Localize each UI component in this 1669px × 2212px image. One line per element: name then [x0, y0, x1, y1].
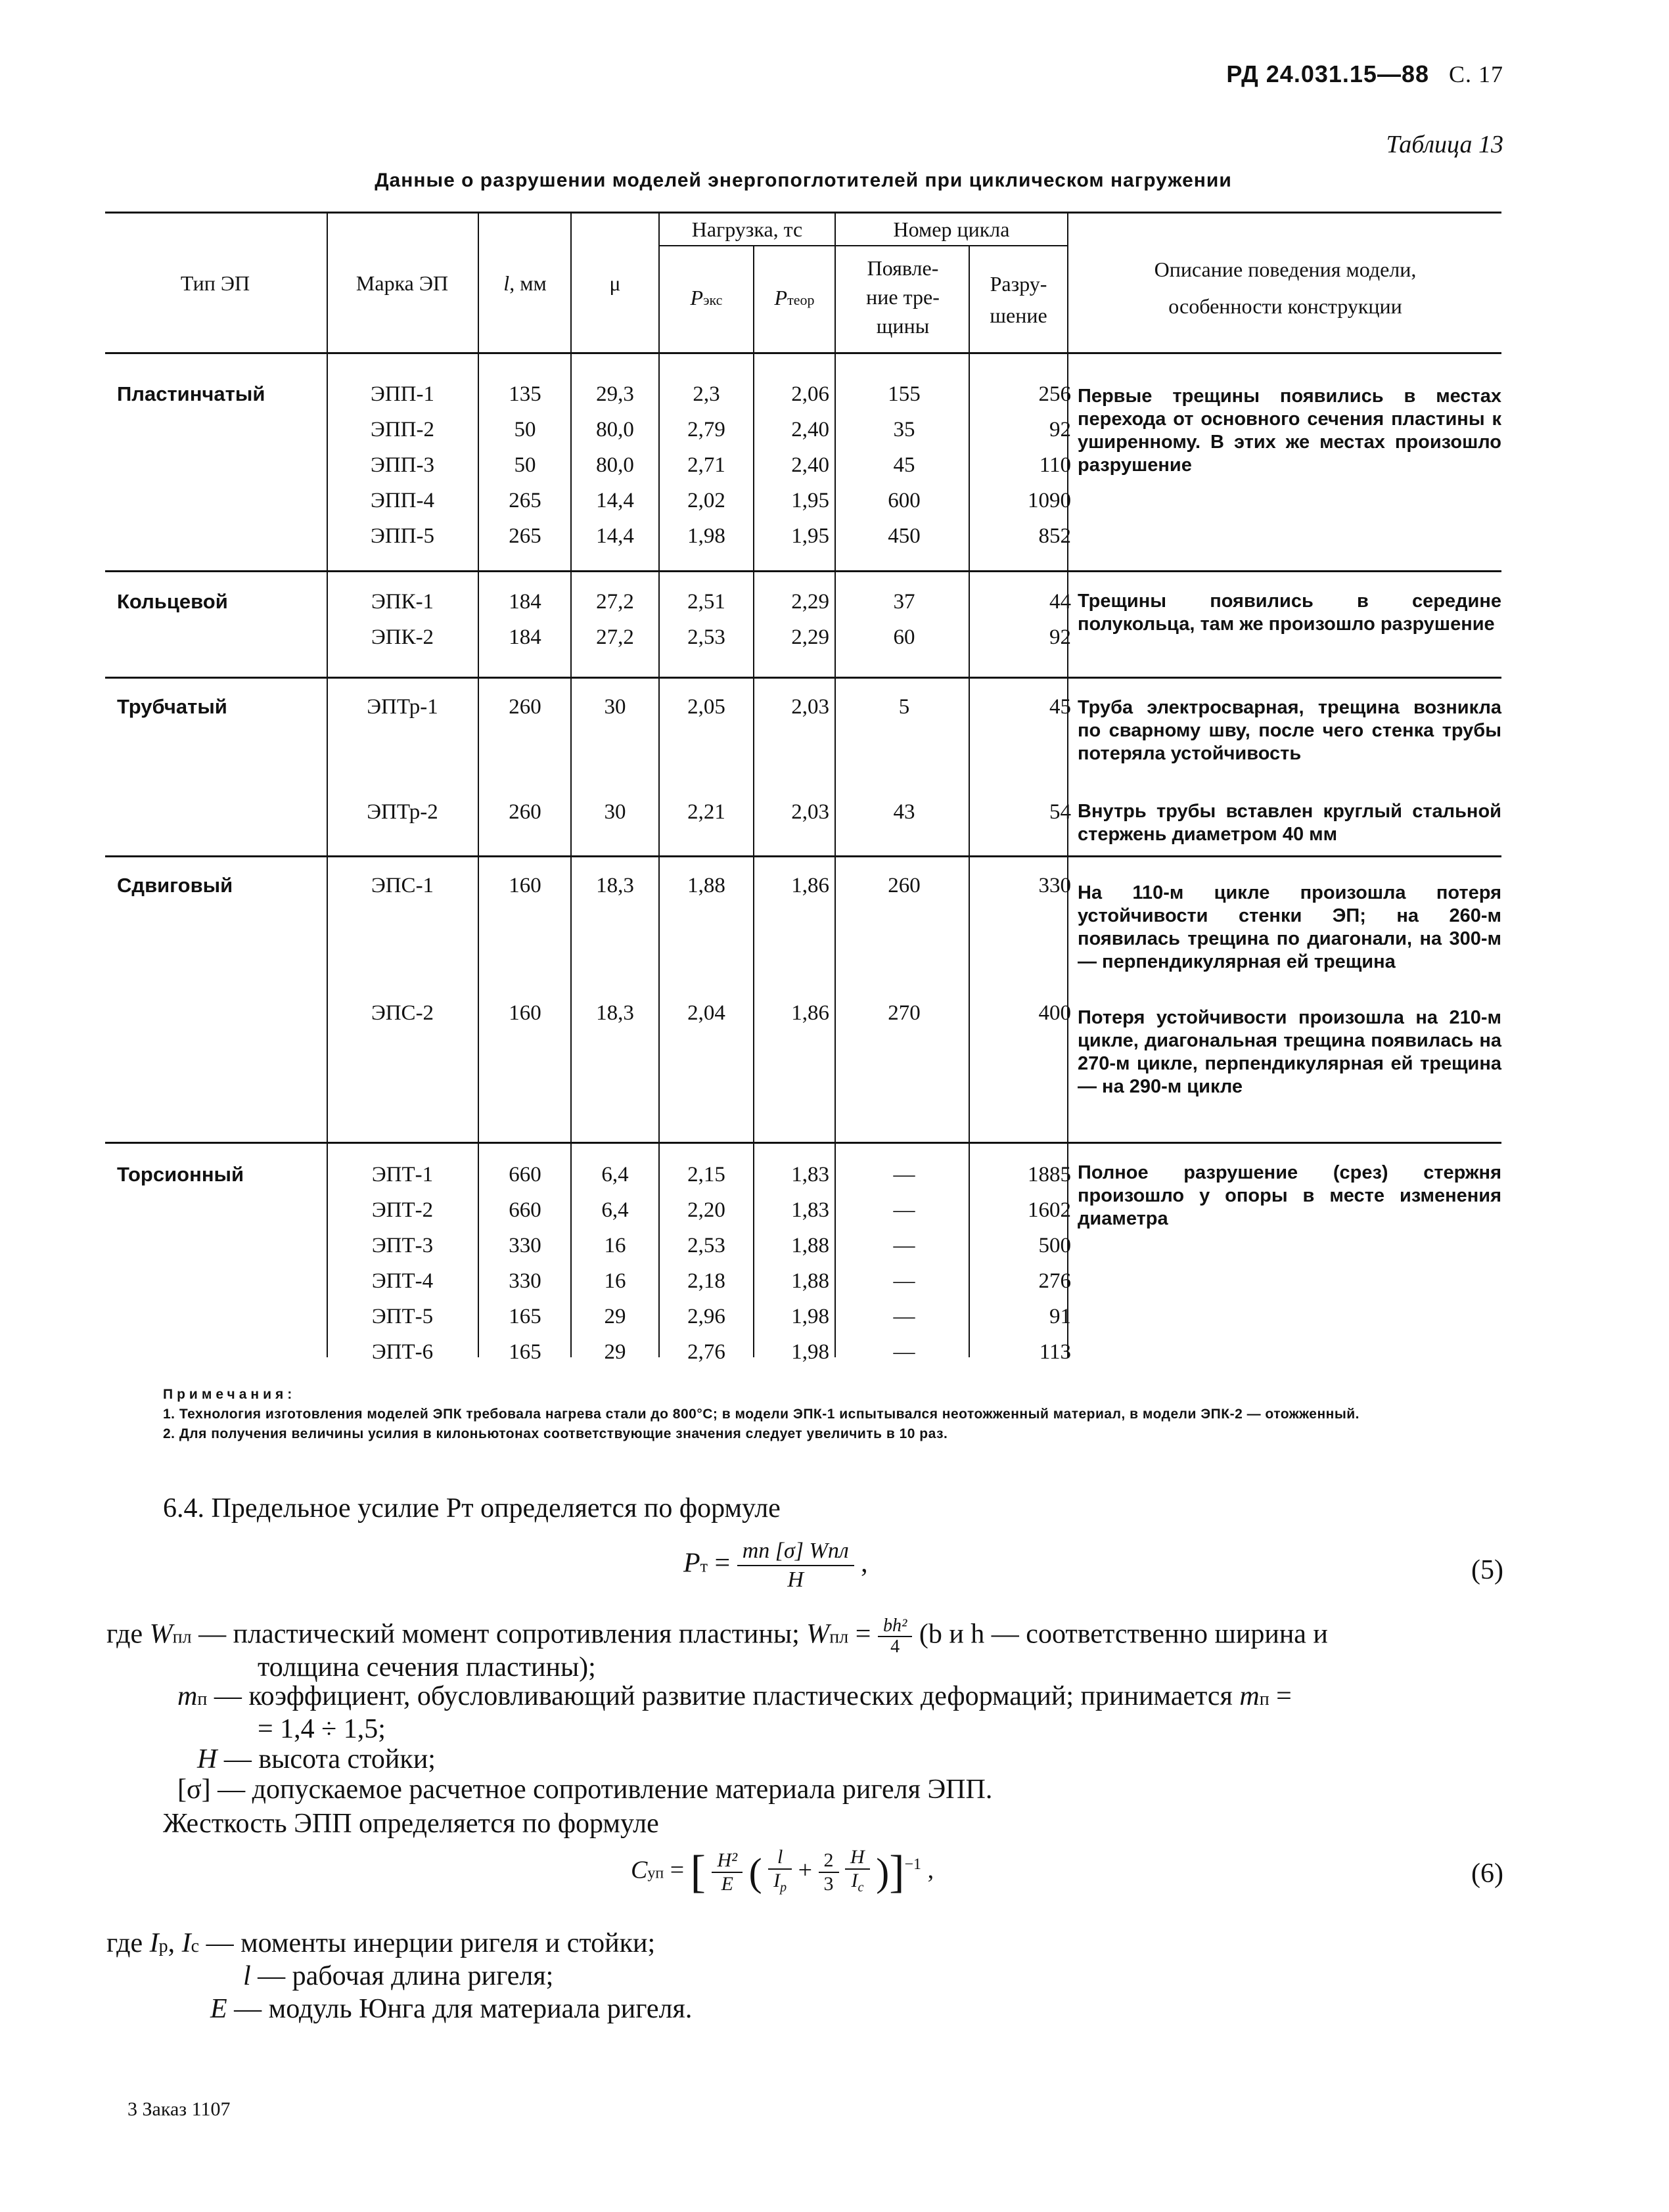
cell-mu: 18,3 [596, 874, 634, 897]
cell-pt: 2,03 [791, 800, 829, 824]
cell-crack: 155 [888, 382, 921, 406]
cell-fail: 44 [1049, 590, 1071, 614]
cell-mu: 30 [604, 695, 626, 719]
cell-mark: ЭПТ-6 [371, 1340, 434, 1364]
load-subheader-rule [660, 245, 834, 246]
col-header-desc-l2: особенности конструкции [1168, 294, 1402, 318]
paragraph-6-4: 6.4. Предельное усилие Pт определяется по формуле [163, 1493, 781, 1524]
w-def-text-3: толщина сечения пластины); [258, 1652, 596, 1682]
cell-l: 165 [509, 1340, 541, 1364]
cell-mu: 29,3 [596, 382, 634, 406]
cell-crack: 600 [888, 489, 921, 512]
cell-l: 260 [509, 695, 541, 719]
page-number: С. 17 [1448, 61, 1503, 87]
cell-mark: ЭПТ-1 [371, 1163, 434, 1186]
cell-mu: 18,3 [596, 1001, 634, 1025]
table-label: Таблица 13 [1386, 131, 1503, 158]
col-header-crack-l3: щины [876, 314, 930, 338]
cell-crack: 5 [898, 695, 910, 719]
table-title: Данные о разрушении моделей энергопоглотителей при циклическом нагружении [375, 169, 1232, 191]
type-ring: Кольцевой [117, 590, 228, 613]
cell-pe: 2,76 [687, 1340, 725, 1364]
cell-fail: 852 [1038, 524, 1071, 548]
cell-crack: 260 [888, 874, 921, 897]
cell-pe: 2,79 [687, 418, 725, 441]
cell-mu: 6,4 [601, 1163, 629, 1186]
cell-pe: 2,51 [687, 590, 725, 614]
cell-mark: ЭПТр-1 [367, 695, 438, 719]
h-def-text: — высота стойки; [223, 1744, 436, 1774]
cell-pe: 1,98 [687, 524, 725, 548]
cell-pt: 2,06 [791, 382, 829, 406]
cell-pe: 2,71 [687, 453, 725, 477]
cell-l: 165 [509, 1305, 541, 1328]
cell-fail: 92 [1049, 418, 1071, 441]
cell-mu: 27,2 [596, 625, 634, 649]
stiffness-paragraph: Жесткость ЭПП определяется по формуле [163, 1809, 659, 1839]
type-tube: Трубчатый [117, 695, 227, 718]
col-header-type: Тип ЭП [180, 271, 250, 295]
col-header-mu: μ [609, 271, 621, 295]
cell-l: 265 [509, 489, 541, 512]
col-header-fail-l2: шение [990, 304, 1047, 327]
cell-fail: 400 [1038, 1001, 1071, 1025]
cell-l: 660 [509, 1163, 541, 1186]
doc-code: РД 24.031.15—88 [1226, 60, 1429, 87]
type-plate: Пластинчатый [117, 382, 265, 405]
cell-crack: — [893, 1163, 915, 1186]
cell-pe: 2,15 [687, 1163, 725, 1186]
cell-fail: 92 [1049, 625, 1071, 649]
col-header-p-exp: Pэкс [690, 286, 723, 309]
cell-pt: 1,88 [791, 1269, 829, 1293]
cell-fail: 256 [1038, 382, 1071, 406]
cell-crack: — [893, 1340, 915, 1364]
cell-mu: 6,4 [601, 1198, 629, 1222]
note-2: 2. Для получения величины усилия в килоньютонах соответствующие значения следует увеличить в 10 раз. [163, 1426, 948, 1441]
cell-l: 160 [509, 874, 541, 897]
col-header-cycle: Номер цикла [893, 217, 1010, 241]
group-rule [105, 677, 1501, 679]
h-definition: H — высота стойки; [197, 1744, 436, 1774]
cell-crack: 450 [888, 524, 921, 548]
w-def-text: — пластический момент сопротивления пластины; [198, 1619, 800, 1650]
cell-pt: 1,95 [791, 489, 829, 512]
equation-6: Cуп = [ $\frac{\text{H²}}{E}$ ( $\frac{l}{I_р}$ + $\frac{2}{3}$ $\frac{H}{I_с}$ )]$^{-1}$ , [631, 1846, 934, 1897]
cell-fail: 1602 [1028, 1198, 1071, 1222]
cell-mark: ЭПС-1 [371, 874, 434, 897]
cycle-subheader-rule [836, 245, 1067, 246]
type-shear: Сдвиговый [117, 874, 233, 897]
cell-mark: ЭПК-1 [371, 590, 434, 614]
cell-l: 184 [509, 590, 541, 614]
cell-pt: 1,83 [791, 1163, 829, 1186]
eq6-number: (6) [1471, 1859, 1503, 1889]
cell-crack: — [893, 1234, 915, 1257]
cell-crack: 45 [893, 453, 915, 477]
cell-pe: 2,21 [687, 800, 725, 824]
cell-l: 50 [514, 418, 536, 441]
cell-crack: 43 [893, 800, 915, 824]
cell-mu: 80,0 [596, 418, 634, 441]
cell-pe: 2,02 [687, 489, 725, 512]
cell-pt: 1,86 [791, 1001, 829, 1025]
cell-mark: ЭПП-4 [371, 489, 434, 512]
cell-mark: ЭПП-5 [371, 524, 434, 548]
w-definition: где Wпл — пластический момент сопротивления пластины; Wпл = $\frac{\text{bh²}}{4}$ (b и h — соответственно ширина и [106, 1615, 1328, 1657]
col-header-crack-l2: ние тре- [866, 285, 940, 309]
desc-ring: Трещины появились в середине полукольца, там же произошло разрушение [1078, 591, 1501, 635]
cell-fail: 276 [1038, 1269, 1071, 1293]
cell-l: 184 [509, 625, 541, 649]
cell-l: 50 [514, 453, 536, 477]
cell-fail: 1090 [1028, 489, 1071, 512]
cell-mark: ЭПП-2 [371, 418, 434, 441]
cell-mark: ЭПТ-2 [371, 1198, 434, 1222]
group-rule [105, 855, 1501, 857]
page-footer: 3 Заказ 1107 [127, 2098, 231, 2120]
m-def-text: — коэффициент, обусловливающий развитие пластических деформаций; принимается [214, 1681, 1233, 1711]
page-header [1226, 60, 1503, 88]
cell-pe: 2,04 [687, 1001, 725, 1025]
cell-pt: 2,40 [791, 453, 829, 477]
table-header-rule [105, 352, 1501, 354]
col-header-load: Нагрузка, тс [691, 217, 803, 241]
eq5-numerator: mп [σ] Wпл [737, 1537, 854, 1566]
col-divider [658, 213, 660, 1357]
col-header-desc-l1: Описание поведения модели, [1154, 258, 1417, 281]
cell-mark: ЭПТр-2 [367, 800, 438, 824]
cell-pt: 1,98 [791, 1340, 829, 1364]
type-torsion: Торсионный [117, 1163, 244, 1186]
desc-shear-2: Потеря устойчивости произошла на 210-м цикле, диагональная трещина появилась на 270-м цикле, перпендикулярная ей трещина — на 290-м цикле [1078, 1007, 1501, 1097]
cell-pt: 2,29 [791, 590, 829, 614]
cell-pe: 2,3 [693, 382, 720, 406]
cell-mark: ЭПТ-4 [371, 1269, 434, 1293]
cell-mu: 16 [604, 1234, 626, 1257]
cell-crack: — [893, 1269, 915, 1293]
cell-fail: 110 [1039, 453, 1071, 477]
col-header-desc [1068, 251, 1502, 325]
m-definition: mп — коэффициент, обусловливающий развитие пластических деформаций; принимается mп = [177, 1681, 1292, 1711]
desc-tube-1: Труба электросварная, трещина возникла по сварному шву, после чего стенка трубы потеряла устойчивость [1078, 697, 1501, 764]
cell-pt: 1,86 [791, 874, 829, 897]
eq5-denominator: H [787, 1568, 804, 1592]
cell-l: 260 [509, 800, 541, 824]
cell-pt: 2,40 [791, 418, 829, 441]
cell-mark: ЭПП-1 [371, 382, 434, 406]
col-header-crack [838, 254, 967, 340]
cell-mu: 29 [604, 1305, 626, 1328]
cell-pt: 2,29 [791, 625, 829, 649]
cell-l: 330 [509, 1269, 541, 1293]
cell-pt: 1,95 [791, 524, 829, 548]
desc-plate: Первые трещины появились в местах перехода от основного сечения пластины к уширенному. В этих же местах произошло разрушение [1078, 386, 1501, 476]
cell-mark: ЭПС-2 [371, 1001, 434, 1025]
notes-title: Примечания: [163, 1387, 296, 1402]
cell-fail: 45 [1049, 695, 1071, 719]
cell-l: 160 [509, 1001, 541, 1025]
cell-crack: 35 [893, 418, 915, 441]
cell-mu: 27,2 [596, 590, 634, 614]
cell-mark: ЭПТ-5 [371, 1305, 434, 1328]
cell-mu: 14,4 [596, 524, 634, 548]
cell-pt: 1,88 [791, 1234, 829, 1257]
cell-crack: — [893, 1198, 915, 1222]
cell-fail: 54 [1049, 800, 1071, 824]
desc-torsion: Полное разрушение (срез) стержня произошло у опоры в месте изменения диаметра [1078, 1162, 1501, 1229]
i-def-text: — моменты инерции ригеля и стойки; [206, 1928, 656, 1958]
cell-pt: 2,03 [791, 695, 829, 719]
e-def-text: — модуль Юнга для материала ригеля. [234, 1994, 693, 2024]
eq5-number: (5) [1471, 1555, 1503, 1585]
cell-mu: 30 [604, 800, 626, 824]
i-definition: где Iр, Iс — моменты инерции ригеля и стойки; [106, 1928, 656, 1958]
cell-mark: ЭПП-3 [371, 453, 434, 477]
note-1: 1. Технология изготовления моделей ЭПК требовала нагрева стали до 800°С; в модели ЭПК-1 испытывался неотожженный материал, в модели ЭПК-2 — отожженный. [163, 1407, 1360, 1422]
col-divider [834, 213, 836, 1357]
cell-pt: 1,83 [791, 1198, 829, 1222]
e-definition: E — модуль Юнга для материала ригеля. [210, 1994, 693, 2024]
table-top-rule [105, 212, 1501, 214]
cell-pe: 2,96 [687, 1305, 725, 1328]
cell-pe: 2,05 [687, 695, 725, 719]
col-divider [327, 213, 328, 1357]
col-header-p-theor: Pтеор [774, 286, 815, 309]
cell-crack: 270 [888, 1001, 921, 1025]
cell-pe: 1,88 [687, 874, 725, 897]
desc-tube-2: Внутрь трубы вставлен круглый стальной стержень диаметром 40 мм [1078, 801, 1501, 845]
col-header-l: l, мм [503, 271, 547, 295]
sigma-definition: [σ] — допускаемое расчетное сопротивление материала ригеля ЭПП. [177, 1774, 993, 1805]
cell-l: 135 [509, 382, 541, 406]
col-header-mark: Марка ЭП [355, 271, 449, 295]
cell-mu: 29 [604, 1340, 626, 1364]
col-header-fail-l1: Разру- [990, 272, 1047, 296]
cell-mu: 16 [604, 1269, 626, 1293]
w-def-text-2: (b и h — соответственно ширина и [919, 1619, 1328, 1650]
cell-crack: 60 [893, 625, 915, 649]
cell-crack: 37 [893, 590, 915, 614]
cell-crack: — [893, 1305, 915, 1328]
desc-shear-1: На 110-м цикле произошла потеря устойчивости стенки ЭП; на 260-м появилась трещина по диагонали, на 300-м — перпендикулярная ей трещина [1078, 882, 1501, 972]
cell-fail: 113 [1039, 1340, 1071, 1364]
cell-pe: 2,20 [687, 1198, 725, 1222]
cell-pe: 2,53 [687, 1234, 725, 1257]
col-header-crack-l1: Появле- [867, 256, 939, 280]
cell-pe: 2,18 [687, 1269, 725, 1293]
cell-mu: 80,0 [596, 453, 634, 477]
cell-pe: 2,53 [687, 625, 725, 649]
cell-pt: 1,98 [791, 1305, 829, 1328]
group-rule [105, 1142, 1501, 1144]
cell-l: 660 [509, 1198, 541, 1222]
equation-5: Pт = $\frac{\text{mп [σ] Wпл}}{H}$ , [683, 1537, 868, 1594]
m-value: = 1,4 ÷ 1,5; [258, 1714, 386, 1744]
col-header-fail [970, 268, 1067, 331]
cell-mark: ЭПК-2 [371, 625, 434, 649]
table-notes [163, 1385, 1503, 1444]
s-def-text: — допускаемое расчетное сопротивление материала ригеля ЭПП. [217, 1774, 993, 1805]
group-rule [105, 570, 1501, 572]
l-def-text: — рабочая длина ригеля; [258, 1961, 554, 1991]
cell-fail: 1885 [1028, 1163, 1071, 1186]
cell-l: 265 [509, 524, 541, 548]
cell-mark: ЭПТ-3 [371, 1234, 434, 1257]
l-definition: l — рабочая длина ригеля; [243, 1961, 554, 1991]
cell-fail: 330 [1038, 874, 1071, 897]
cell-l: 330 [509, 1234, 541, 1257]
cell-mu: 14,4 [596, 489, 634, 512]
cell-fail: 91 [1049, 1305, 1071, 1328]
cell-fail: 500 [1038, 1234, 1071, 1257]
